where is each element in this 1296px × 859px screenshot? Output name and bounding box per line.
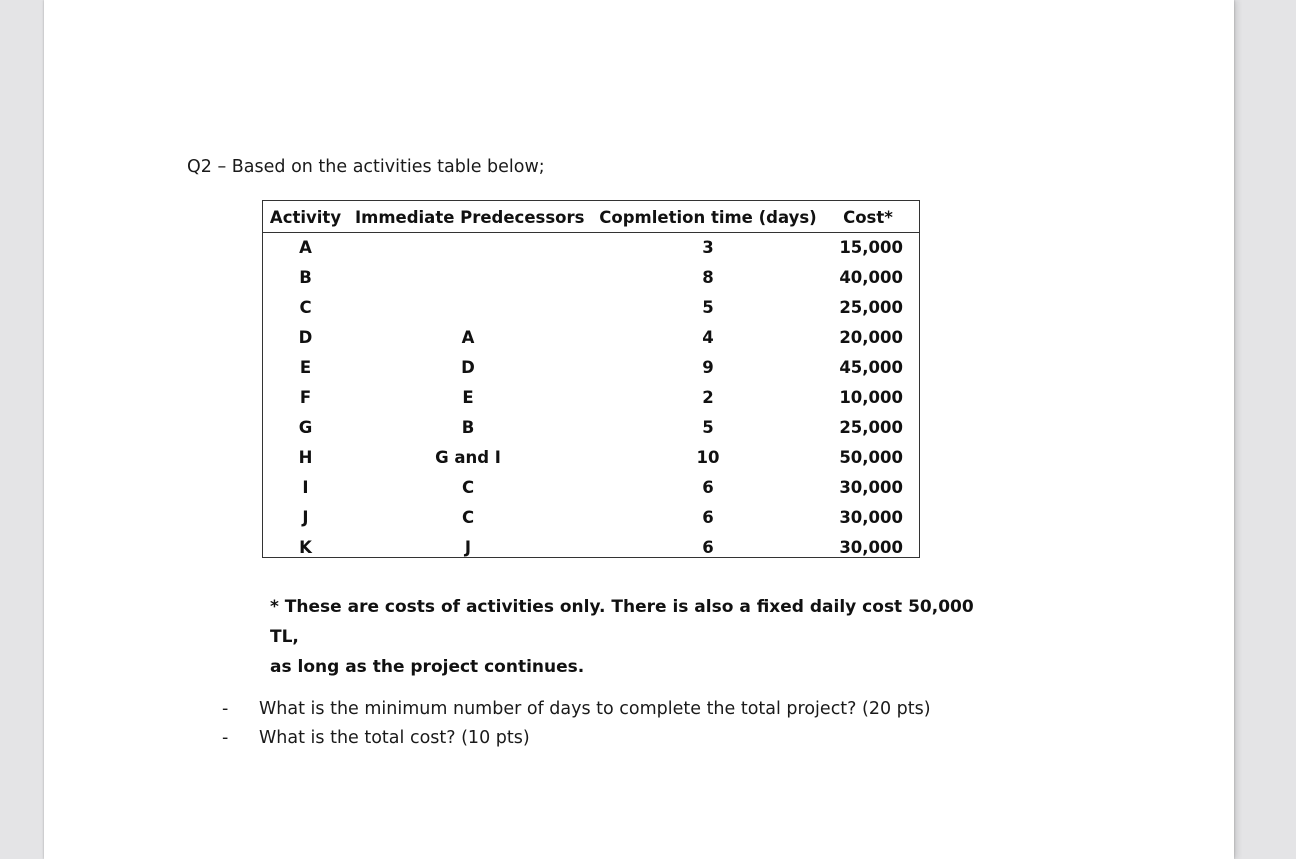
cell-predecessors (369, 263, 567, 293)
cell-cost: 25,000 (839, 298, 903, 317)
table-row (263, 533, 919, 563)
cell-cost: 45,000 (839, 358, 903, 377)
table-header-row (263, 203, 919, 233)
cell-activity: B (299, 268, 312, 287)
task-text: What is the minimum number of days to complete the total project? (20 pts) (259, 699, 931, 719)
cell-cost: 15,000 (839, 238, 903, 257)
question-title: Q2 – Based on the activities table below; (187, 157, 545, 177)
cell-predecessors: E (462, 388, 474, 407)
cell-activity: A (299, 238, 312, 257)
activities-table (262, 200, 920, 558)
cell-activity: F (299, 388, 312, 407)
header-completion-time: Copmletion time (days) (599, 208, 817, 227)
cell-activity: I (302, 478, 309, 497)
cell-completion-time: 6 (702, 508, 714, 527)
header-predecessors: Immediate Predecessors (355, 208, 585, 227)
table-row (263, 263, 919, 293)
cell-activity: D (298, 328, 313, 347)
table-row (263, 233, 919, 263)
cell-predecessors: B (461, 418, 475, 437)
cell-cost: 40,000 (839, 268, 903, 287)
cell-activity: G (298, 418, 313, 437)
table-row (263, 503, 919, 533)
cell-predecessors: D (461, 358, 475, 377)
header-activity: Activity (269, 208, 342, 227)
cell-activity: K (299, 538, 312, 557)
cell-cost: 25,000 (839, 418, 903, 437)
cell-cost: 10,000 (839, 388, 903, 407)
cell-completion-time: 8 (702, 268, 714, 287)
cell-completion-time: 6 (702, 478, 714, 497)
cell-predecessors: A (461, 328, 475, 347)
cell-cost: 30,000 (839, 478, 903, 497)
cell-completion-time: 2 (702, 388, 714, 407)
cell-predecessors: C (461, 478, 475, 497)
cell-completion-time: 5 (702, 298, 714, 317)
table-row (263, 443, 919, 473)
document-page (44, 0, 1234, 859)
cell-completion-time: 10 (696, 448, 720, 467)
cell-activity: E (299, 358, 312, 377)
bullet-dash: - (222, 699, 229, 719)
bullet-dash: - (222, 728, 229, 748)
cell-completion-time: 3 (702, 238, 714, 257)
cell-completion-time: 9 (702, 358, 714, 377)
cell-predecessors: J (464, 538, 472, 557)
table-row (263, 383, 919, 413)
cost-note (270, 592, 990, 682)
table-row (263, 323, 919, 353)
table-row (263, 353, 919, 383)
cell-activity: H (298, 448, 313, 467)
header-cost: Cost* (843, 208, 893, 227)
table-row (263, 293, 919, 323)
cell-completion-time: 6 (702, 538, 714, 557)
cell-cost: 30,000 (839, 538, 903, 557)
cell-cost: 20,000 (839, 328, 903, 347)
cell-predecessors (369, 233, 567, 263)
cell-activity: J (302, 508, 309, 527)
cost-note-line-2: as long as the project continues. (270, 657, 585, 677)
cell-predecessors (369, 293, 567, 323)
cell-completion-time: 4 (702, 328, 714, 347)
table-row (263, 473, 919, 503)
cell-activity: C (299, 298, 312, 317)
cost-note-line-1: * These are costs of activities only. There is also a fixed daily cost 50,000 TL, (270, 597, 974, 647)
cell-predecessors: G and I (435, 448, 501, 467)
table-row (263, 413, 919, 443)
cell-cost: 50,000 (839, 448, 903, 467)
cell-predecessors: C (461, 508, 475, 527)
task-text: What is the total cost? (10 pts) (259, 728, 530, 748)
cell-cost: 30,000 (839, 508, 903, 527)
cell-completion-time: 5 (702, 418, 714, 437)
